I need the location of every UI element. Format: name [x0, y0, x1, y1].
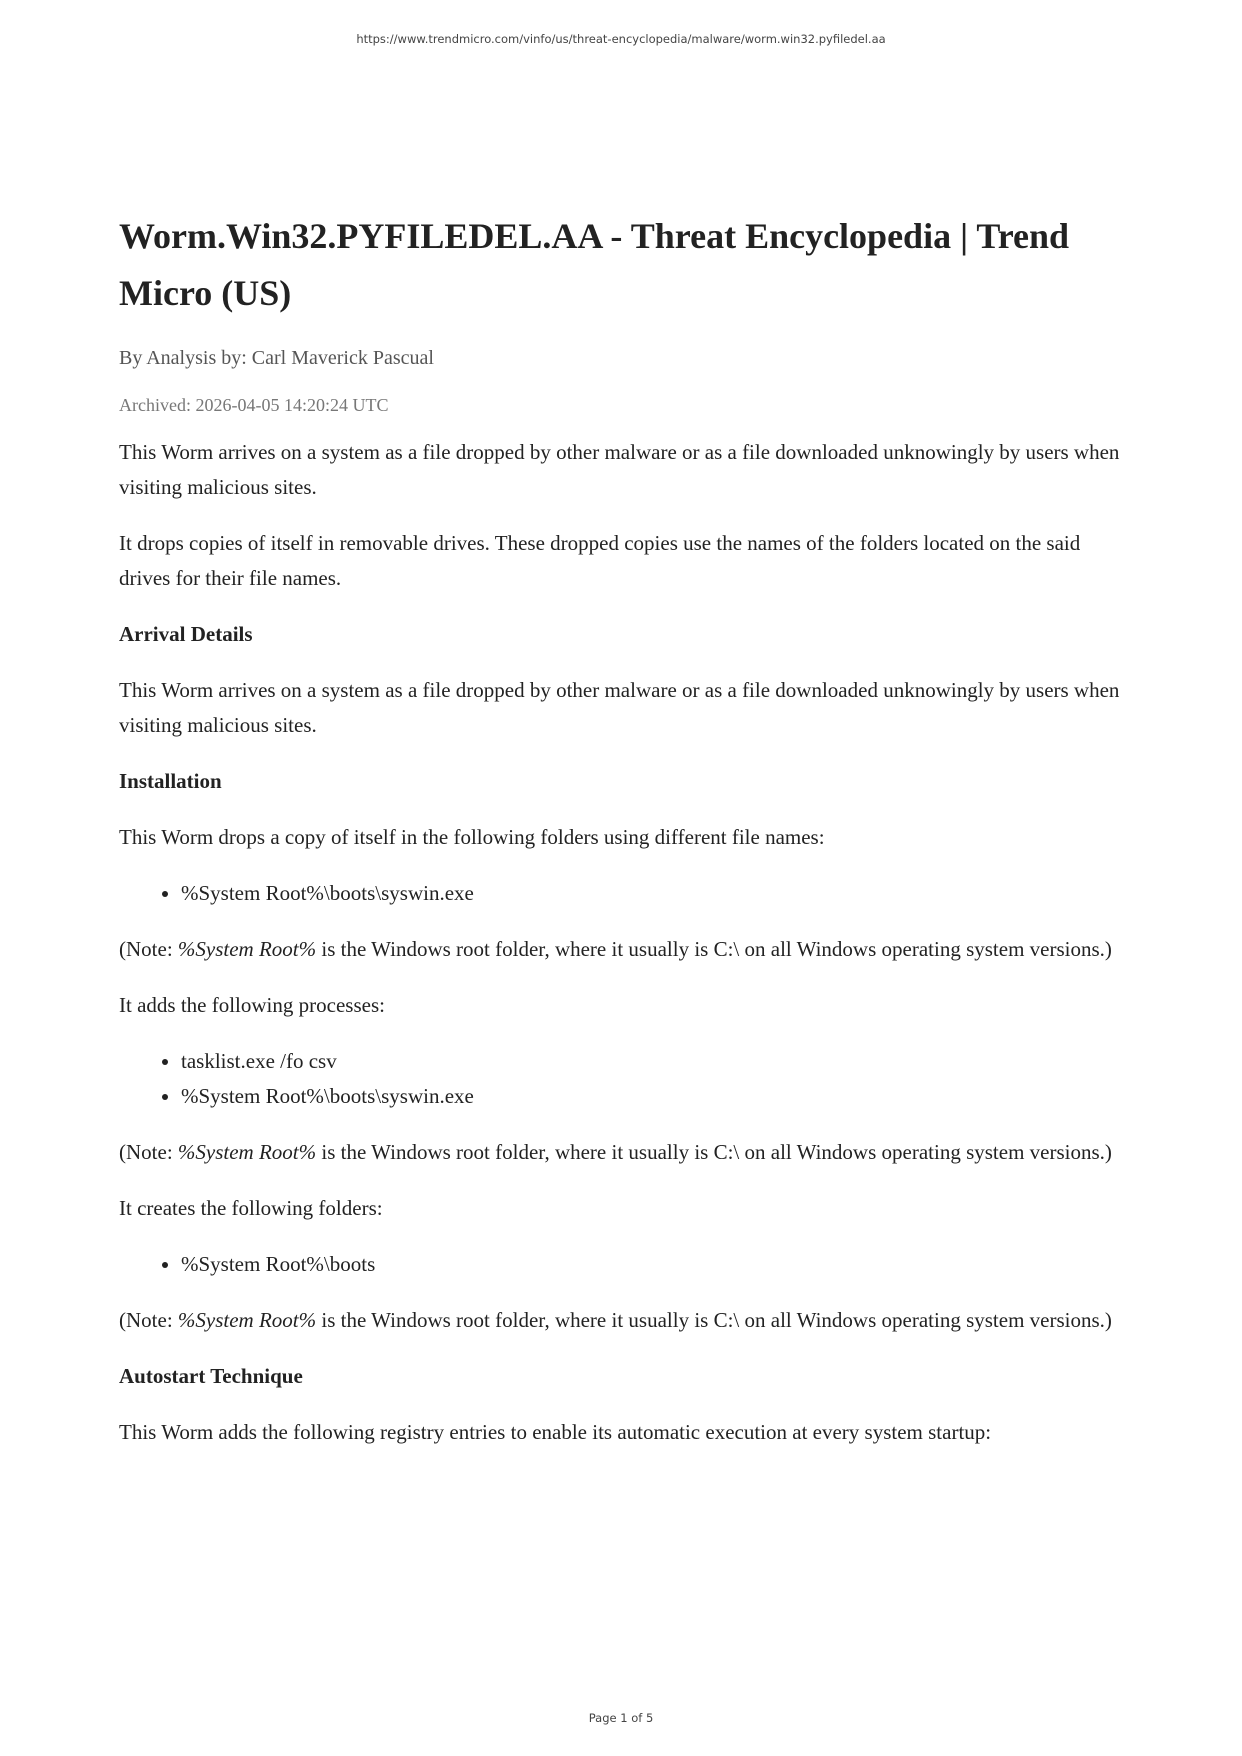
page-title: Worm.Win32.PYFILEDEL.AA - Threat Encyclopedia | Trend Micro (US): [119, 216, 1070, 313]
note-suffix: is the Windows root folder, where it usually is C:\ on all Windows operating system versions.): [316, 1308, 1112, 1332]
note-paragraph: [119, 1135, 1129, 1170]
note-prefix: (Note:: [119, 1140, 178, 1164]
list-item: • %System Root%\boots: [181, 1247, 1129, 1282]
page-url: https://www.trendmicro.com/vinfo/us/threat-encyclopedia/malware/worm.win32.pyfiledel.aa: [356, 32, 886, 46]
list-item: • %System Root%\boots\syswin.exe: [181, 876, 1129, 911]
section-heading-arrival: Arrival Details: [119, 622, 253, 646]
note-term: %System Root%: [177, 1140, 317, 1164]
archived-timestamp: Archived: 2026-04-05 14:20:24 UTC: [119, 395, 389, 415]
byline: By Analysis by: Carl Maverick Pascual: [119, 347, 434, 369]
intro-paragraph: This Worm arrives on a system as a file dropped by other malware or as a file downloaded unknowingly by users when visiting malicious sites.: [119, 440, 1120, 499]
article: [119, 205, 1129, 1471]
folders-paragraph: It creates the following folders:: [119, 1196, 383, 1220]
page-number: Page 1 of 5: [588, 1711, 654, 1725]
autostart-paragraph: This Worm adds the following registry entries to enable its automatic execution at every system startup:: [119, 1420, 992, 1444]
intro-paragraph: It drops copies of itself in removable drives. These dropped copies use the names of the folders located on the said drives for their file names.: [119, 531, 1081, 590]
note-suffix: is the Windows root folder, where it usually is C:\ on all Windows operating system versions.): [316, 937, 1112, 961]
arrival-paragraph: This Worm arrives on a system as a file dropped by other malware or as a file downloaded unknowingly by users when visiting malicious sites.: [119, 678, 1120, 737]
note-paragraph: [119, 1303, 1129, 1338]
note-prefix: (Note:: [119, 937, 178, 961]
note-term: %System Root%: [177, 1308, 317, 1332]
folders-list: [119, 1247, 1129, 1282]
drops-paragraph: This Worm drops a copy of itself in the following folders using different file names:: [119, 825, 825, 849]
section-heading-autostart: Autostart Technique: [119, 1364, 303, 1388]
list-item: • %System Root%\boots\syswin.exe: [181, 1079, 1129, 1114]
processes-paragraph: It adds the following processes:: [119, 993, 385, 1017]
note-paragraph: [119, 932, 1129, 967]
note-prefix: (Note:: [119, 1308, 178, 1332]
note-term: %System Root%: [177, 937, 317, 961]
drops-list: [119, 876, 1129, 911]
processes-list: [119, 1044, 1129, 1114]
section-heading-installation: Installation: [119, 769, 222, 793]
list-item: • tasklist.exe /fo csv: [181, 1044, 1129, 1079]
note-suffix: is the Windows root folder, where it usually is C:\ on all Windows operating system versions.): [316, 1140, 1112, 1164]
